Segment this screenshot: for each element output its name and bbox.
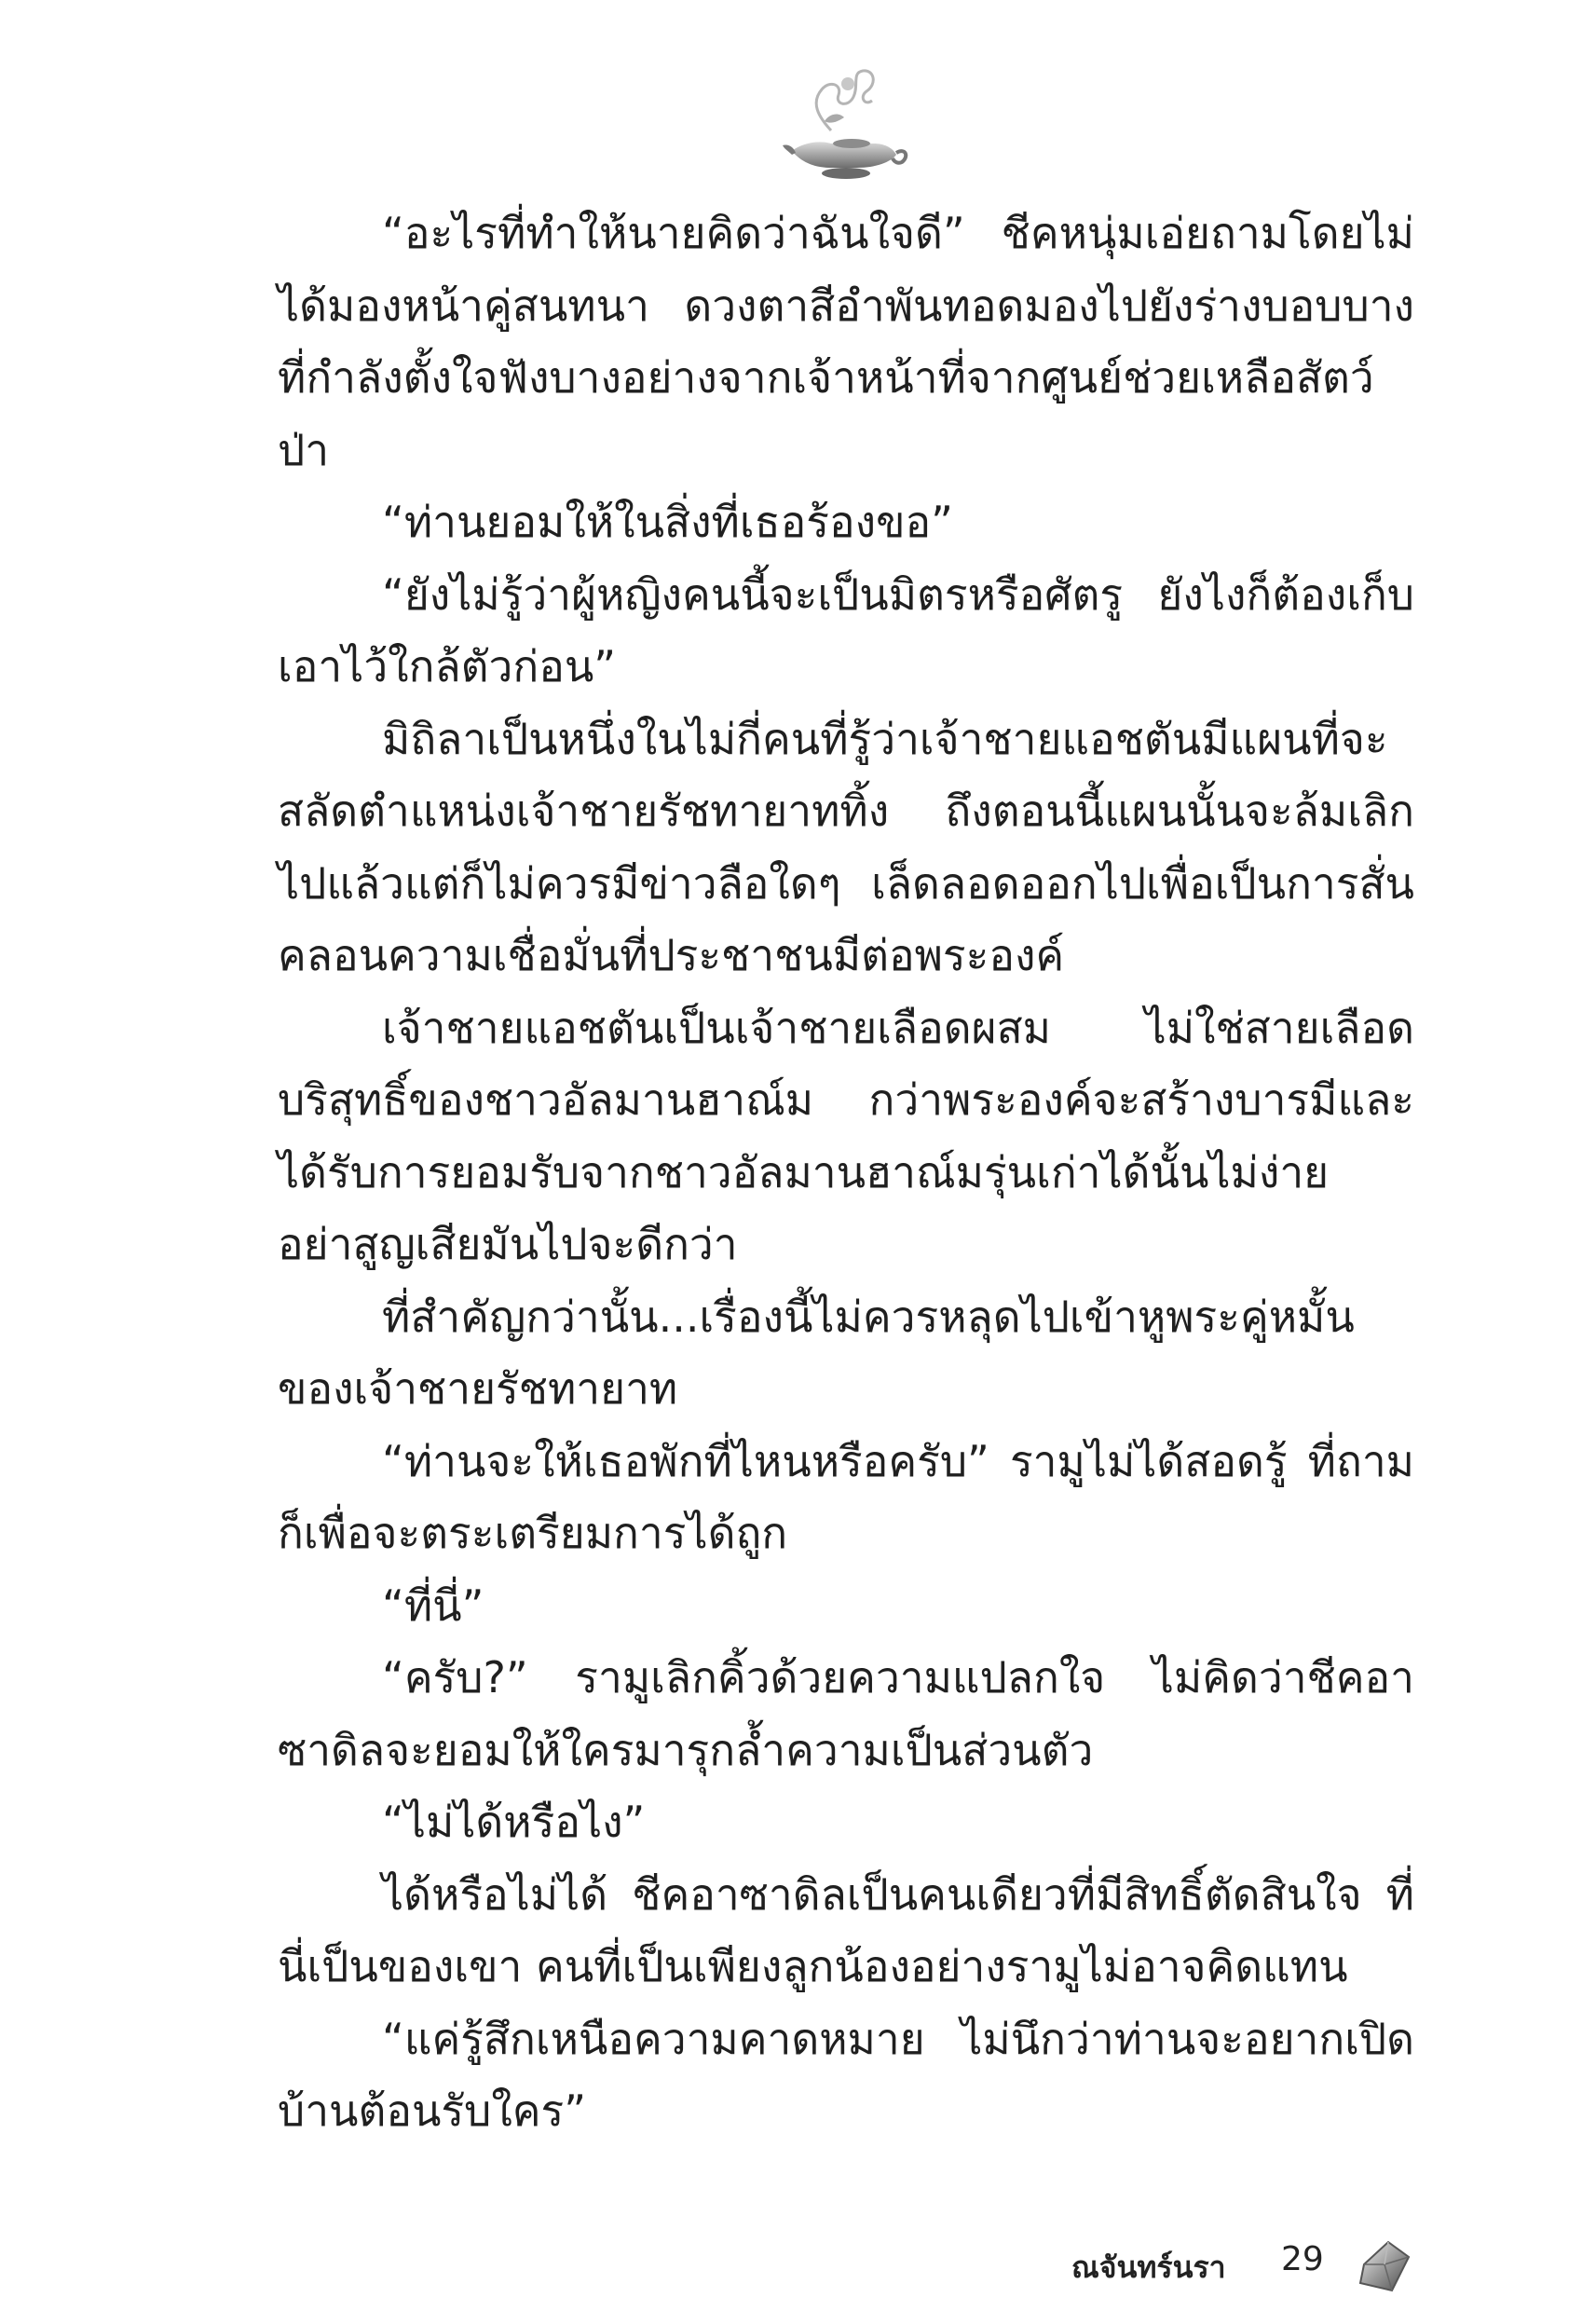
page-footer (1071, 2236, 1425, 2302)
paragraph-3: “ยังไม่รู้ว่าผู้หญิงคนนี้จะเป็นมิตรหรือศัตรู ยังไงก็ต้องเก็บเอาไว้ใกล้ตัวก่อน” (278, 568, 1414, 691)
paragraph-12: “แค่รู้สึกเหนือความคาดหมาย ไม่นึกว่าท่านจะอยากเปิดบ้านต้อนรับใคร” (278, 2013, 1414, 2136)
paragraph-8: “ที่นี่” (382, 1579, 484, 1631)
paragraph-7: “ท่านจะให้เธอพักที่ไหนหรือครับ” รามูไม่ได้สอดรู้ ที่ถามก็เพื่อจะตระเตรียมการได้ถูก (278, 1435, 1414, 1558)
page-number: 29 (1281, 2240, 1324, 2278)
paragraph-5: เจ้าชายแอชตันเป็นเจ้าชายเลือดผสม ไม่ใช่สายเลือดบริสุทธิ์ของชาวอัลมานฮาณ์ม กว่าพระองค์จะสร้างบารมีและได้รับการยอมรับจากชาวอัลมานฮาณ์มรุ่นเก่าได้นั้นไม่ง่าย อย่าสูญเสียมันไปจะดีกว่า (278, 1002, 1414, 1269)
gem-icon (1351, 2236, 1416, 2298)
footer-author: ณจันทร์นรา (1071, 2249, 1226, 2285)
paragraph-10: “ไม่ได้หรือไง” (382, 1797, 646, 1847)
paragraph-4: มิถิลาเป็นหนึ่งในไม่กี่คนที่รู้ว่าเจ้าชายแอชตันมีแผนที่จะสลัดตำแหน่งเจ้าชายรัชทายาททิ้ง ถึงตอนนี้แผนนั้นจะล้มเลิกไปแล้วแต่ก็ไม่ควรมีข่าวลือใดๆ เล็ดลอดออกไปเพื่อเป็นการสั่นคลอนความเชื่อมั่นที่ประชาชนมีต่อพระองค์ (278, 713, 1414, 980)
paragraph-1: “อะไรที่ทำให้นายคิดว่าฉันใจดี” ชีคหนุ่มเอ่ยถามโดยไม่ได้มองหน้าคู่สนทนา ดวงตาสีอำพันทอดมองไปยังร่างบอบบางที่กำลังตั้งใจฟังบางอย่างจากเจ้าหน้าที่จากศูนย์ช่วยเหลือสัตว์ป่า (278, 208, 1414, 475)
paragraph-6: ที่สำคัญกว่านั้น...เรื่องนี้ไม่ควรหลุดไปเข้าหูพระคู่หมั้นของเจ้าชายรัชทายาท (278, 1291, 1355, 1414)
paragraph-9: “ครับ?” รามูเลิกคิ้วด้วยความแปลกใจ ไม่คิดว่าชีคอาซาดิลจะยอมให้ใครมารุกล้ำความเป็นส่วนตัว (278, 1652, 1414, 1775)
magic-lamp-icon (773, 65, 913, 186)
paragraph-11: ได้หรือไม่ได้ ชีคอาซาดิลเป็นคนเดียวที่มีสิทธิ์ตัดสินใจ ที่นี่เป็นของเขา คนที่เป็นเพียงลูกน้องอย่างรามูไม่อาจคิดแทน (278, 1868, 1414, 1991)
story-text (278, 198, 1414, 2148)
paragraph-2: “ท่านยอมให้ในสิ่งที่เธอร้องขอ” (382, 497, 954, 547)
